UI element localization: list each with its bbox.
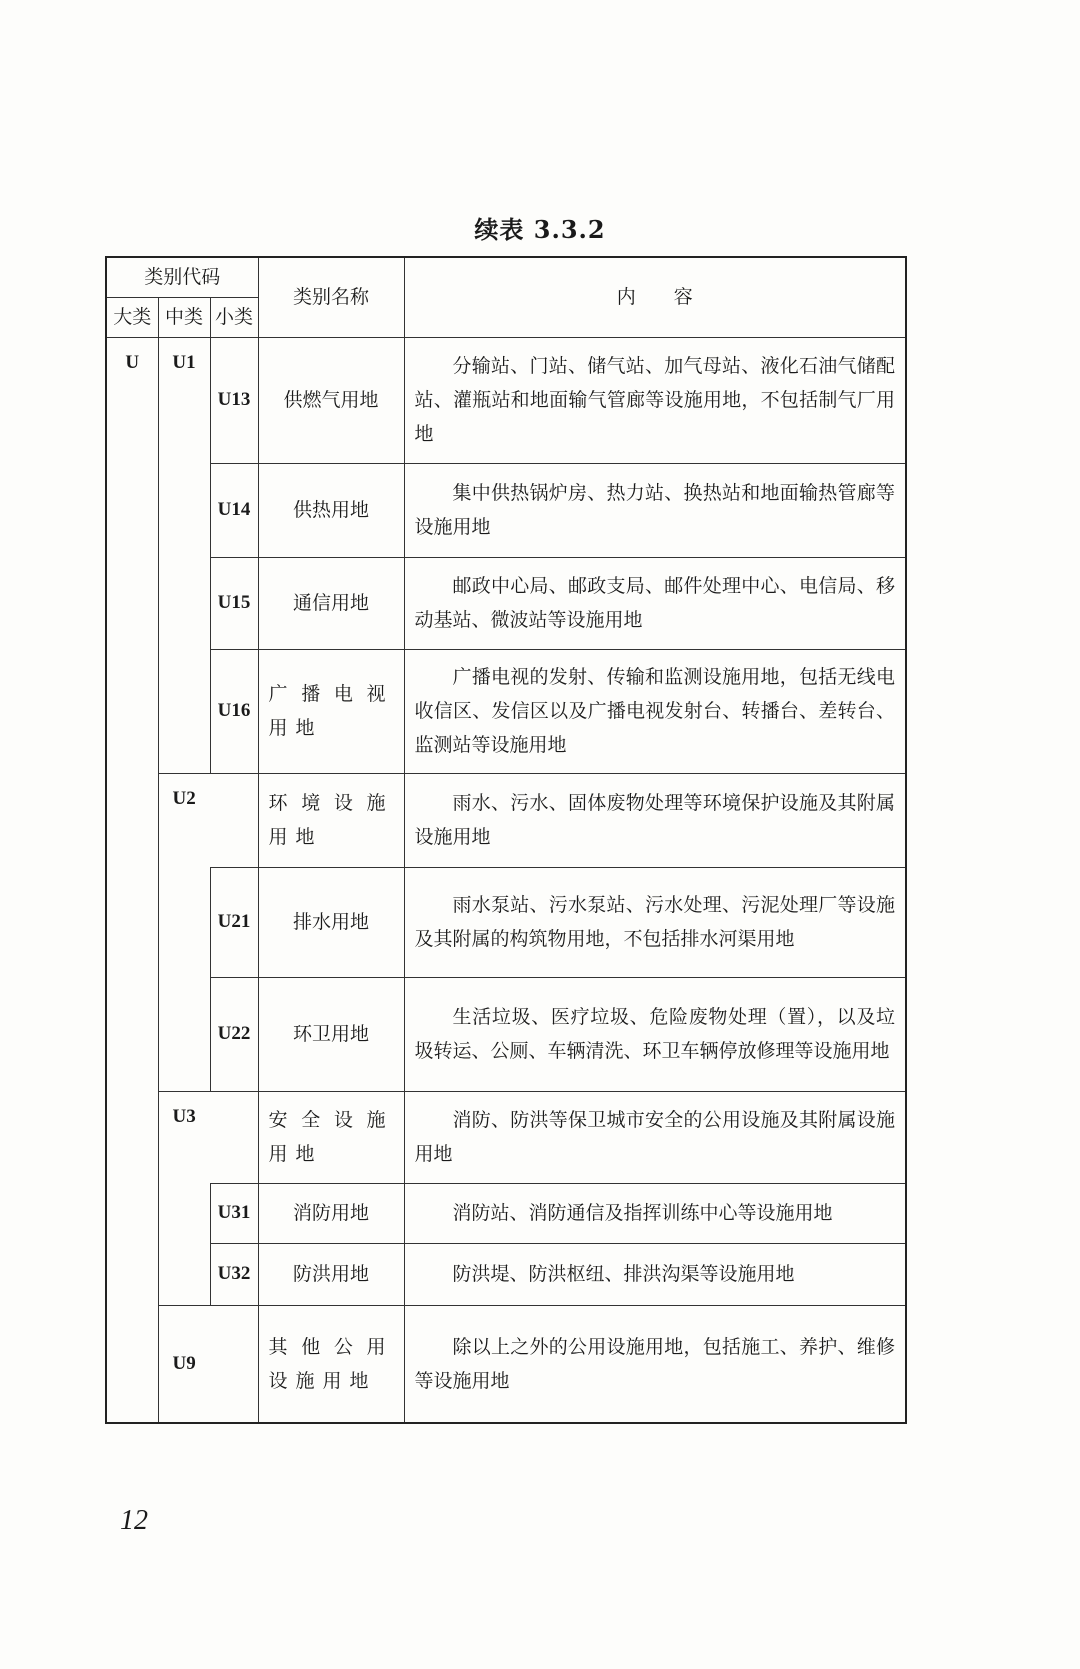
category-content: 集中供热锅炉房、热力站、换热站和地面输热管廊等设施用地: [404, 463, 906, 557]
header-minor: 小类: [210, 297, 258, 337]
category-name: 消防用地: [258, 1183, 404, 1243]
medium-code-u9: U9: [158, 1305, 258, 1423]
category-name: 通信用地: [258, 557, 404, 649]
header-major: 大类: [106, 297, 158, 337]
category-name: 环卫用地: [258, 977, 404, 1091]
minor-code: U14: [210, 463, 258, 557]
table-row: [106, 1305, 906, 1423]
header-name: 类别名称: [258, 257, 404, 337]
table-title: 续表 3.3.2: [474, 215, 606, 244]
table-row: [106, 867, 906, 977]
medium-code-u3: U3: [158, 1091, 210, 1305]
category-content: 消防站、消防通信及指挥训练中心等设施用地: [404, 1183, 906, 1243]
minor-code-empty: [210, 1091, 258, 1183]
category-content: 雨水泵站、污水泵站、污水处理、污泥处理厂等设施及其附属的构筑物用地，不包括排水河渠用地: [404, 867, 906, 977]
category-name: 安全设施用地: [258, 1091, 404, 1183]
table-row: [106, 463, 906, 557]
header-code-group: 类别代码: [106, 257, 258, 297]
medium-code-u1: U1: [158, 337, 210, 773]
category-content: 雨水、污水、固体废物处理等环境保护设施及其附属设施用地: [404, 773, 906, 867]
minor-code: U22: [210, 977, 258, 1091]
land-use-table: [105, 256, 907, 1424]
minor-code: U32: [210, 1243, 258, 1305]
table-row: [106, 1091, 906, 1183]
category-name: 供燃气用地: [258, 337, 404, 463]
page-number: 12: [120, 1505, 148, 1536]
minor-code-empty: [210, 773, 258, 867]
minor-code: U16: [210, 649, 258, 773]
category-name: 其他公用设施用地: [258, 1305, 404, 1423]
table-row: [106, 1183, 906, 1243]
category-content: 邮政中心局、邮政支局、邮件处理中心、电信局、移动基站、微波站等设施用地: [404, 557, 906, 649]
table-row: [106, 1243, 906, 1305]
header-medium: 中类: [158, 297, 210, 337]
category-name: 环境设施用地: [258, 773, 404, 867]
category-name: 防洪用地: [258, 1243, 404, 1305]
table-row: [106, 649, 906, 773]
minor-code: U31: [210, 1183, 258, 1243]
category-content: 分输站、门站、储气站、加气母站、液化石油气储配站、灌瓶站和地面输气管廊等设施用地，不包括制气厂用地: [404, 337, 906, 463]
category-content: 防洪堤、防洪枢纽、排洪沟渠等设施用地: [404, 1243, 906, 1305]
header-content: 内 容: [404, 257, 906, 337]
table-row: [106, 773, 906, 867]
major-code: U: [106, 337, 158, 1423]
minor-code: U15: [210, 557, 258, 649]
category-content: 生活垃圾、医疗垃圾、危险废物处理（置），以及垃圾转运、公厕、车辆清洗、环卫车辆停放修理等设施用地: [404, 977, 906, 1091]
category-name: 广播电视用地: [258, 649, 404, 773]
table-row: [106, 977, 906, 1091]
category-name: 供热用地: [258, 463, 404, 557]
minor-code: U13: [210, 337, 258, 463]
category-content: 消防、防洪等保卫城市安全的公用设施及其附属设施用地: [404, 1091, 906, 1183]
category-content: 除以上之外的公用设施用地，包括施工、养护、维修等设施用地: [404, 1305, 906, 1423]
minor-code: U21: [210, 867, 258, 977]
table-row: [106, 337, 906, 463]
category-name: 排水用地: [258, 867, 404, 977]
category-content: 广播电视的发射、传输和监测设施用地，包括无线电收信区、发信区以及广播电视发射台、转播台、差转台、监测站等设施用地: [404, 649, 906, 773]
medium-code-u2: U2: [158, 773, 210, 1091]
table-row: [106, 557, 906, 649]
